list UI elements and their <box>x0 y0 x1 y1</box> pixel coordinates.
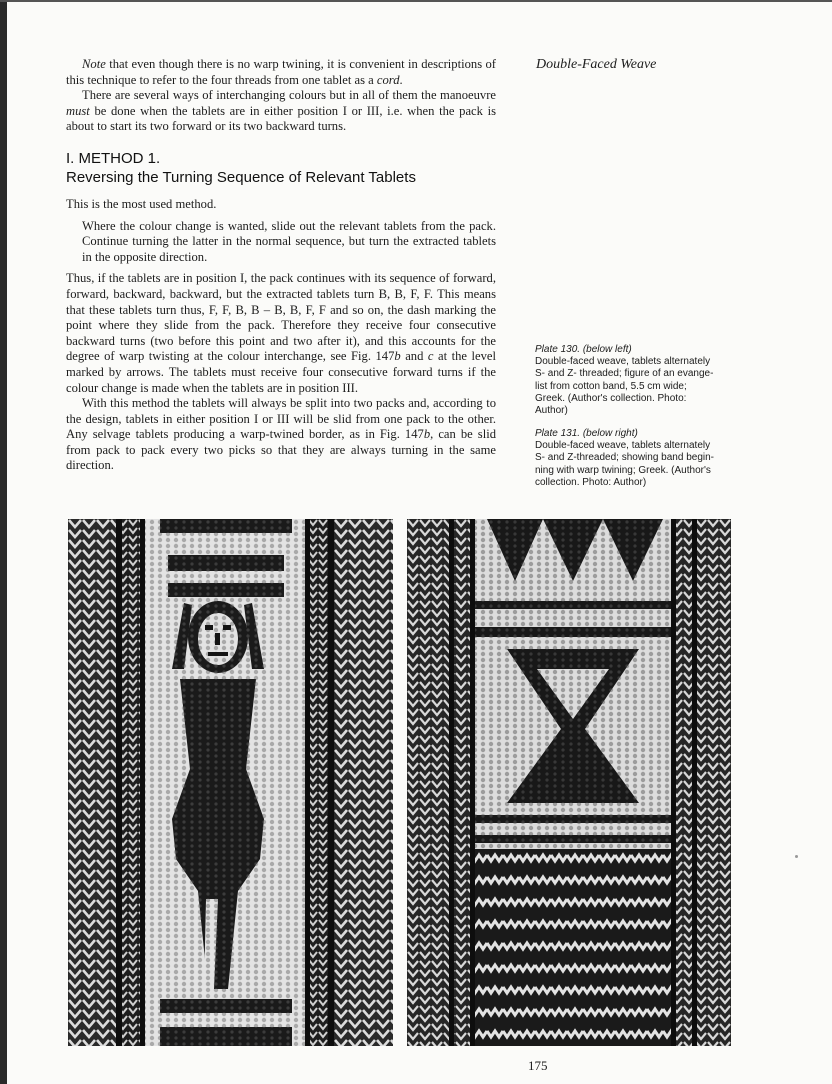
caption-line: list from cotton band, 5.5 cm wide; <box>535 380 687 392</box>
main-text-column <box>66 57 496 474</box>
instruction-block: Where the colour change is wanted, slide out the relevant tablets from the pack. Continue turning the latter in the normal sequence, but turn the extracted tablets in the opposite direction. <box>82 218 496 264</box>
caption-line: Greek. (Author's collection. Photo: <box>535 392 687 404</box>
caption-line: ning with warp twining; Greek. (Author's <box>535 464 711 476</box>
caption-title: Plate 131. (below right) <box>535 428 638 439</box>
paragraph-intro: This is the most used method. <box>66 196 217 211</box>
paper-speck <box>795 855 798 858</box>
caption-plate-131 <box>535 428 745 489</box>
paragraph-note: Note that even though there is no warp twining, it is convenient in descriptions of this technique to refer to the four threads from one tablet as a cord. <box>66 57 496 87</box>
page-top-edge <box>0 0 832 2</box>
plate-131-photo <box>407 519 731 1046</box>
caption-line: Double-faced weave, tablets alternately <box>535 356 711 368</box>
woven-band-figure-image <box>68 519 393 1046</box>
paragraph-colours: There are several ways of interchanging colours but in all of them the manoeuvre must be done when the tablets are in either position I or III, i.e. when the pack is about to start its two forward or its two backward turns. <box>66 88 496 134</box>
paragraph-turning-sequence: Thus, if the tablets are in position I, the pack continues with its sequence of forward, forward, backward, backward, but the extracted tablets turn B, B, F, F. This means that these tablets turn thus, F, F, B, B – B, B, F, F and so on, the dash marking the point where they slide from the pack. Therefore they receive four consecutive backward turns (two before this point and two after it), and this accounts for the degree of warp twisting at the colour interchange, see Fig. 147b and c at the level marked by arrows. The tablets must receive four consecutive forward turns if the colour change is made when the tablets are in position III. <box>66 271 497 395</box>
section-heading: I. METHOD 1. Reversing the Turning Sequence of Relevant Tablets <box>66 149 416 186</box>
caption-line: Double-faced weave, tablets alternately <box>535 440 711 452</box>
caption-title: Plate 130. (below left) <box>535 344 632 355</box>
caption-line: S- and Z-threaded; showing band begin- <box>535 452 715 464</box>
caption-line: S- and Z- threaded; figure of an evange- <box>535 368 714 380</box>
plate-130-photo <box>68 519 393 1046</box>
paragraph-packs: With this method the tablets will always be split into two packs and, according to the design, tablets in either position I or III will be slid from one pack to the other. Any selvage tablets producing a warp-twined border, as in Fig. 147b, can be slid from pack to pack every two picks so that they are always turning in the same direction. <box>66 396 496 473</box>
book-binding-edge <box>0 0 7 1084</box>
woven-band-geometric-image <box>407 519 731 1046</box>
page-number: 175 <box>528 1058 548 1073</box>
caption-plate-130 <box>535 344 745 417</box>
running-head: Double-Faced Weave <box>536 57 657 72</box>
caption-line: collection. Photo: Author) <box>535 476 647 488</box>
caption-line: Author) <box>535 405 568 417</box>
